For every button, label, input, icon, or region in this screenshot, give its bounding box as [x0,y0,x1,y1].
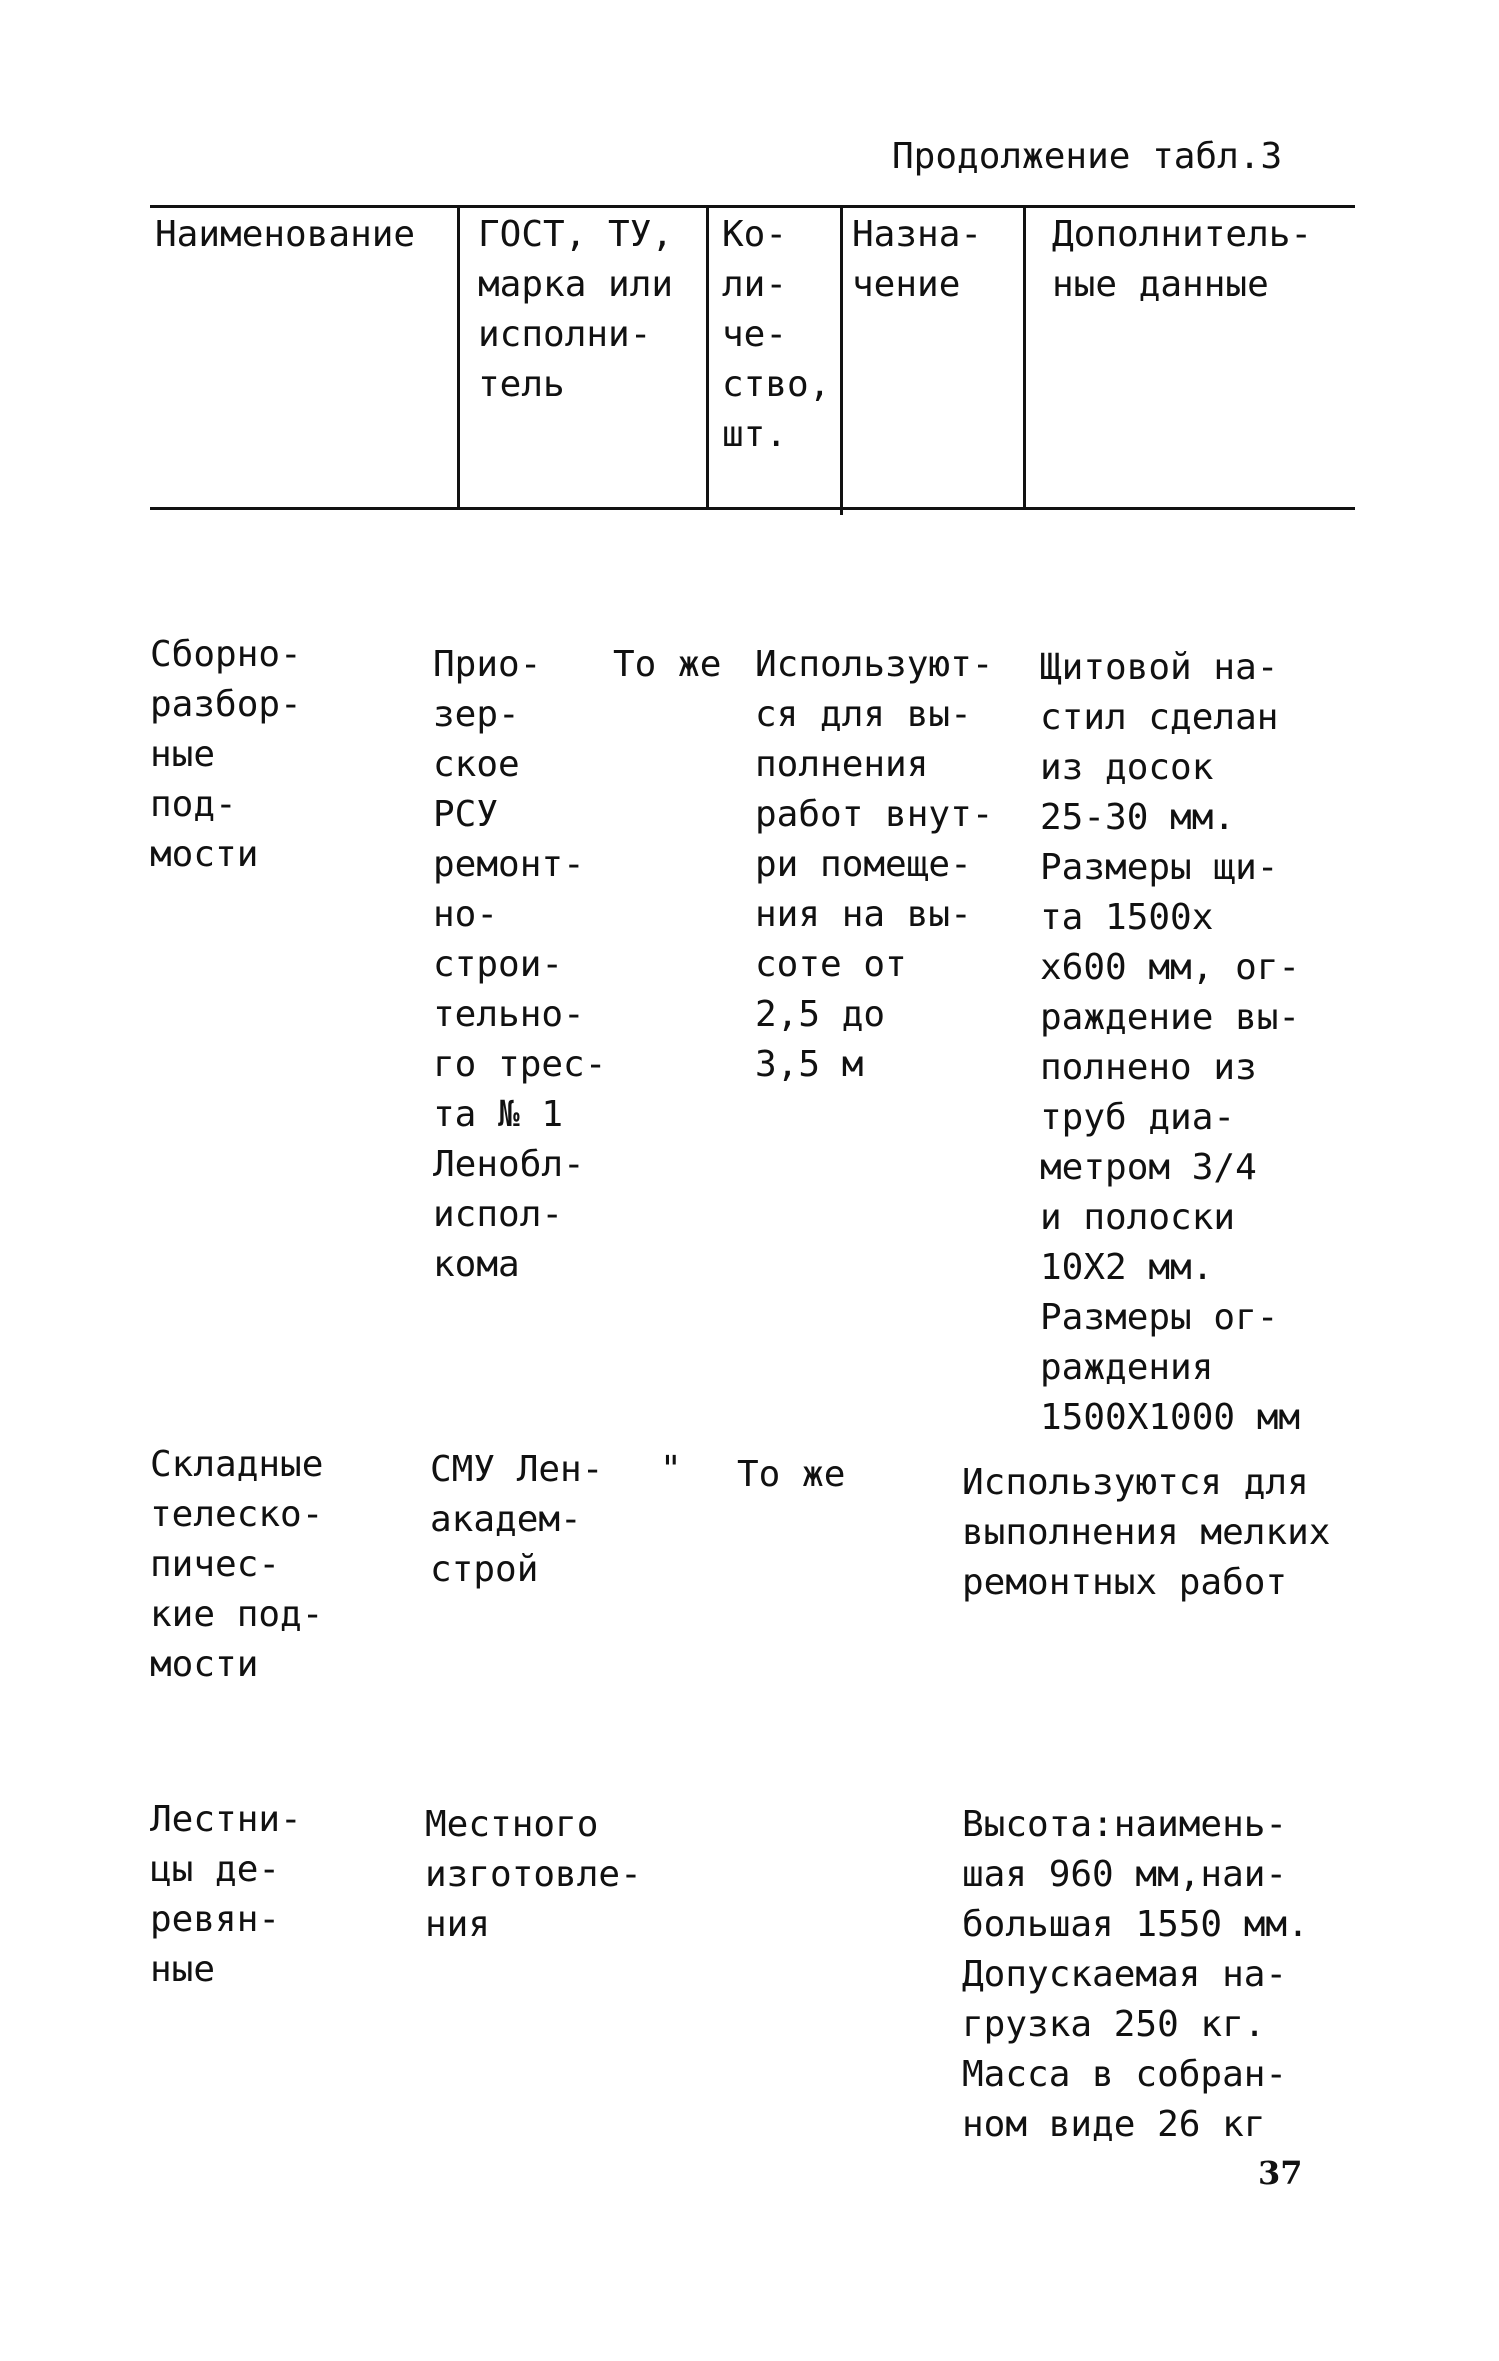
table-row-cell-maker: Местного изготовле- ния [425,1804,642,1945]
header-divider [706,205,709,507]
header-name: Наименование [155,214,416,255]
table-row-cell-purpose: То же [737,1454,846,1495]
table-row-cell-quantity: " [660,1449,682,1490]
page-number: 37 [1258,2154,1303,2192]
header-divider [840,205,843,515]
table-row-cell-extra: Используются для выполнения мелких ремонтных работ [962,1462,1331,1603]
header-divider [457,205,460,507]
header-extra: Дополнитель- ные данные [1052,214,1313,305]
table-row-cell-extra: Высота:наимень- шая 960 мм,наи- большая 1550 мм. Допускаемая на- грузка 250 кг. Масса в собран- ном виде 26 кг [962,1804,1309,2145]
table-row-cell-purpose: Используют- ся для вы- полнения работ внут- ри помеще- ния на вы- соте от 2,5 до 3,5 м [755,644,994,1085]
header-quantity: Ко- ли- че- ство, шт. [722,214,831,455]
header-purpose: Назна- чение [852,214,983,305]
header-divider [1023,205,1026,507]
table-row-cell-maker: СМУ Лен- академ- строй [430,1449,604,1590]
table-row-cell-extra: Щитовой на- стил сделан из досок 25-30 мм. Размеры щи- та 1500х х600 мм, ог- раждение вы- полнено из труб диа- метром 3/4 и полоски 10Х2 мм. Размеры ог- раждения 1500Х1000 мм [1040,647,1301,1438]
table-top-rule [150,205,1355,208]
header-standard: ГОСТ, ТУ, марка или исполни- тель [478,214,674,405]
table-caption: Продолжение табл.3 [892,136,1283,177]
table-row-cell-name: Лестни- цы де- ревян- ные [150,1799,302,1990]
table-row-cell-maker: Прио- зер- ское РСУ ремонт- но- строи- тельно- го трес- та № 1 Ленобл- испол- кома [433,644,607,1285]
table-header-rule [150,507,1355,510]
table-row-cell-name: Складные телеско- пичес- кие под- мости [150,1444,324,1685]
table-row-cell-quantity: То же [613,644,722,685]
table-row-cell-name: Сборно- разбор- ные под- мости [150,634,302,875]
